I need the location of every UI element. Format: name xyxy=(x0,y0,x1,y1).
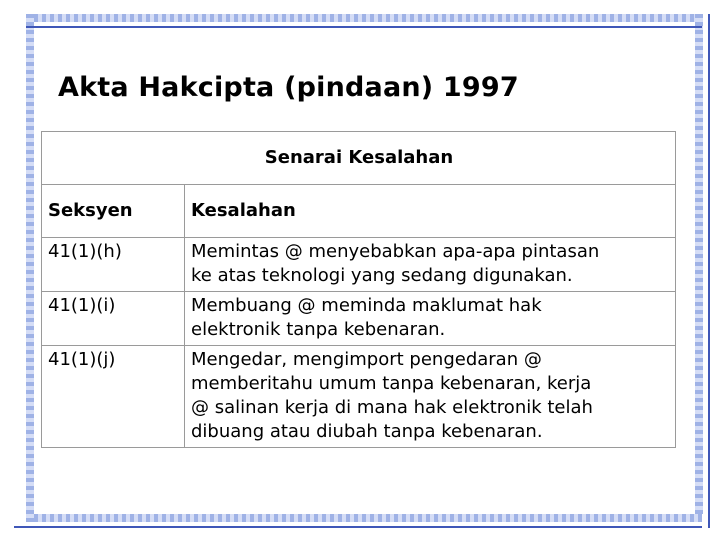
offence-cell xyxy=(185,238,676,292)
table-header-row xyxy=(42,185,676,238)
table-row xyxy=(42,292,676,346)
offence-cell xyxy=(185,346,676,448)
section-cell: 41(1)(i) xyxy=(42,292,185,346)
offence-line: elektronik tanpa kebenaran. xyxy=(191,319,446,340)
top-border-pattern xyxy=(26,14,702,22)
offence-line: Membuang @ meminda maklumat hak xyxy=(191,295,542,316)
column-header-offence: Kesalahan xyxy=(185,185,676,238)
table-row xyxy=(42,238,676,292)
offence-line: Mengedar, mengimport pengedaran @ xyxy=(191,349,542,370)
table-caption: Senarai Kesalahan xyxy=(42,132,676,185)
section-cell: 41(1)(h) xyxy=(42,238,185,292)
offence-line: @ salinan kerja di mana hak elektronik telah xyxy=(191,397,593,418)
slide-title: Akta Hakcipta (pindaan) 1997 xyxy=(58,72,519,103)
offence-line: ke atas teknologi yang sedang digunakan. xyxy=(191,265,573,286)
bottom-accent-line xyxy=(14,526,702,528)
top-accent-line xyxy=(26,26,702,28)
right-border-pattern xyxy=(695,14,703,514)
left-border-pattern xyxy=(26,14,34,522)
column-header-section: Seksyen xyxy=(42,185,185,238)
offence-line: memberitahu umum tanpa kebenaran, kerja xyxy=(191,373,592,394)
table-caption-row xyxy=(42,132,676,185)
right-accent-line xyxy=(708,14,710,528)
table-row xyxy=(42,346,676,448)
bottom-border-pattern xyxy=(26,514,702,522)
offence-cell xyxy=(185,292,676,346)
section-cell: 41(1)(j) xyxy=(42,346,185,448)
offence-line: dibuang atau diubah tanpa kebenaran. xyxy=(191,421,543,442)
offence-table xyxy=(41,131,676,448)
offence-line: Memintas @ menyebabkan apa-apa pintasan xyxy=(191,241,600,262)
